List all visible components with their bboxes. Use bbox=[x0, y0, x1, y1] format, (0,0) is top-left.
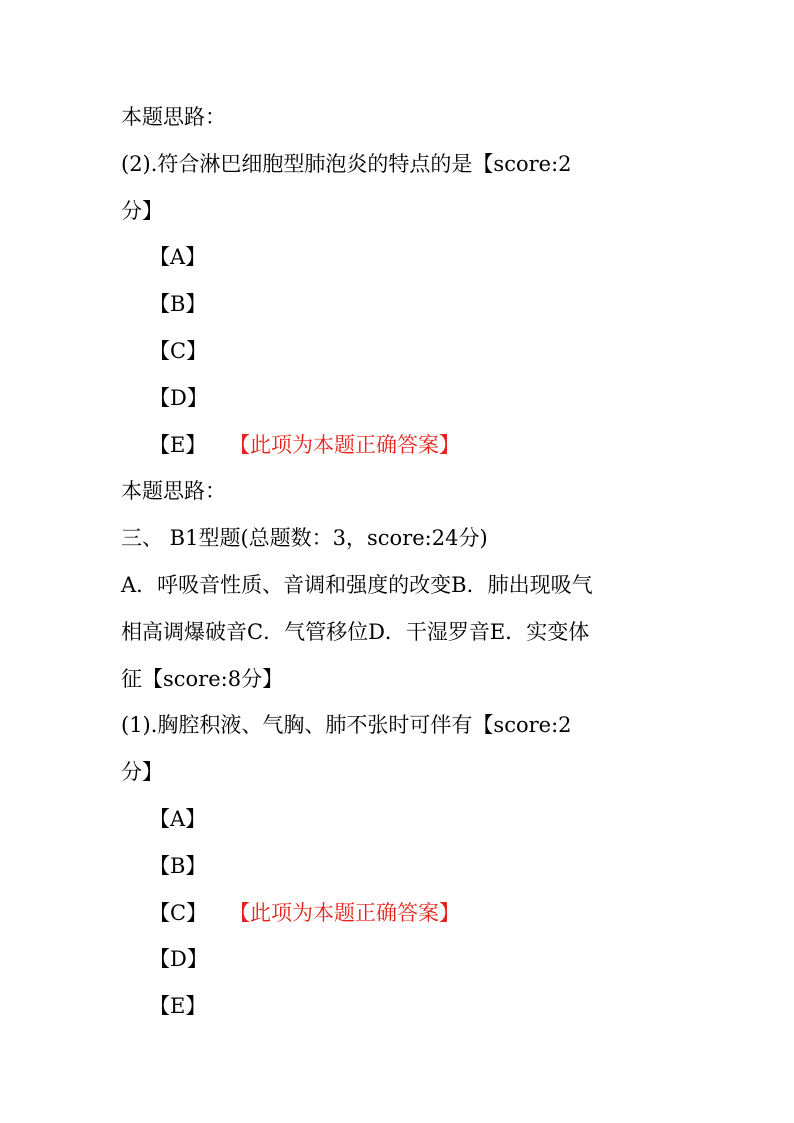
prev-thinking-label: 本题思路： bbox=[121, 105, 226, 129]
q1-stem-line2: 分】 bbox=[121, 760, 163, 785]
q1-option-e bbox=[121, 983, 681, 1030]
option-label: 【B】 bbox=[149, 292, 207, 317]
document-page bbox=[121, 94, 681, 1030]
q2-option-e bbox=[121, 422, 681, 469]
q1-option-d bbox=[121, 936, 681, 983]
shared-options-line2: 相高调爆破音C．气管移位D．干湿罗音E．实变体 bbox=[121, 619, 590, 644]
q2-option-c bbox=[121, 328, 681, 375]
option-label: 【A】 bbox=[149, 245, 207, 270]
section-heading: 三、 B1型题(总题数：3，score:24分) bbox=[121, 526, 488, 551]
shared-options-line3: 征【score:8分】 bbox=[121, 666, 284, 691]
correct-answer-tag: 【此项为本题正确答案】 bbox=[229, 900, 460, 925]
option-label: 【A】 bbox=[149, 806, 207, 831]
q1-option-a bbox=[121, 796, 681, 843]
option-label: 【C】 bbox=[149, 338, 208, 363]
q2-option-a bbox=[121, 234, 681, 281]
option-label: 【D】 bbox=[149, 385, 208, 410]
q2-stem-line1: (2).符合淋巴细胞型肺泡炎的特点的是【score:2 bbox=[121, 151, 572, 176]
shared-options-line1: A．呼吸音性质、音调和强度的改变B．肺出现吸气 bbox=[121, 572, 593, 597]
correct-answer-tag: 【此项为本题正确答案】 bbox=[229, 432, 460, 457]
option-label: 【D】 bbox=[149, 947, 208, 972]
option-label: 【E】 bbox=[149, 432, 207, 457]
option-label: 【E】 bbox=[149, 994, 207, 1019]
q1-option-c bbox=[121, 890, 681, 937]
q2-option-d bbox=[121, 375, 681, 422]
q1-option-b bbox=[121, 843, 681, 890]
q2-thinking-label: 本题思路： bbox=[121, 479, 226, 504]
option-label: 【C】 bbox=[149, 900, 208, 925]
q1-stem-line1: (1).胸腔积液、气胸、肺不张时可伴有【score:2 bbox=[121, 713, 572, 738]
q2-option-b bbox=[121, 281, 681, 328]
option-label: 【B】 bbox=[149, 853, 207, 878]
q2-stem-line2: 分】 bbox=[121, 198, 163, 223]
